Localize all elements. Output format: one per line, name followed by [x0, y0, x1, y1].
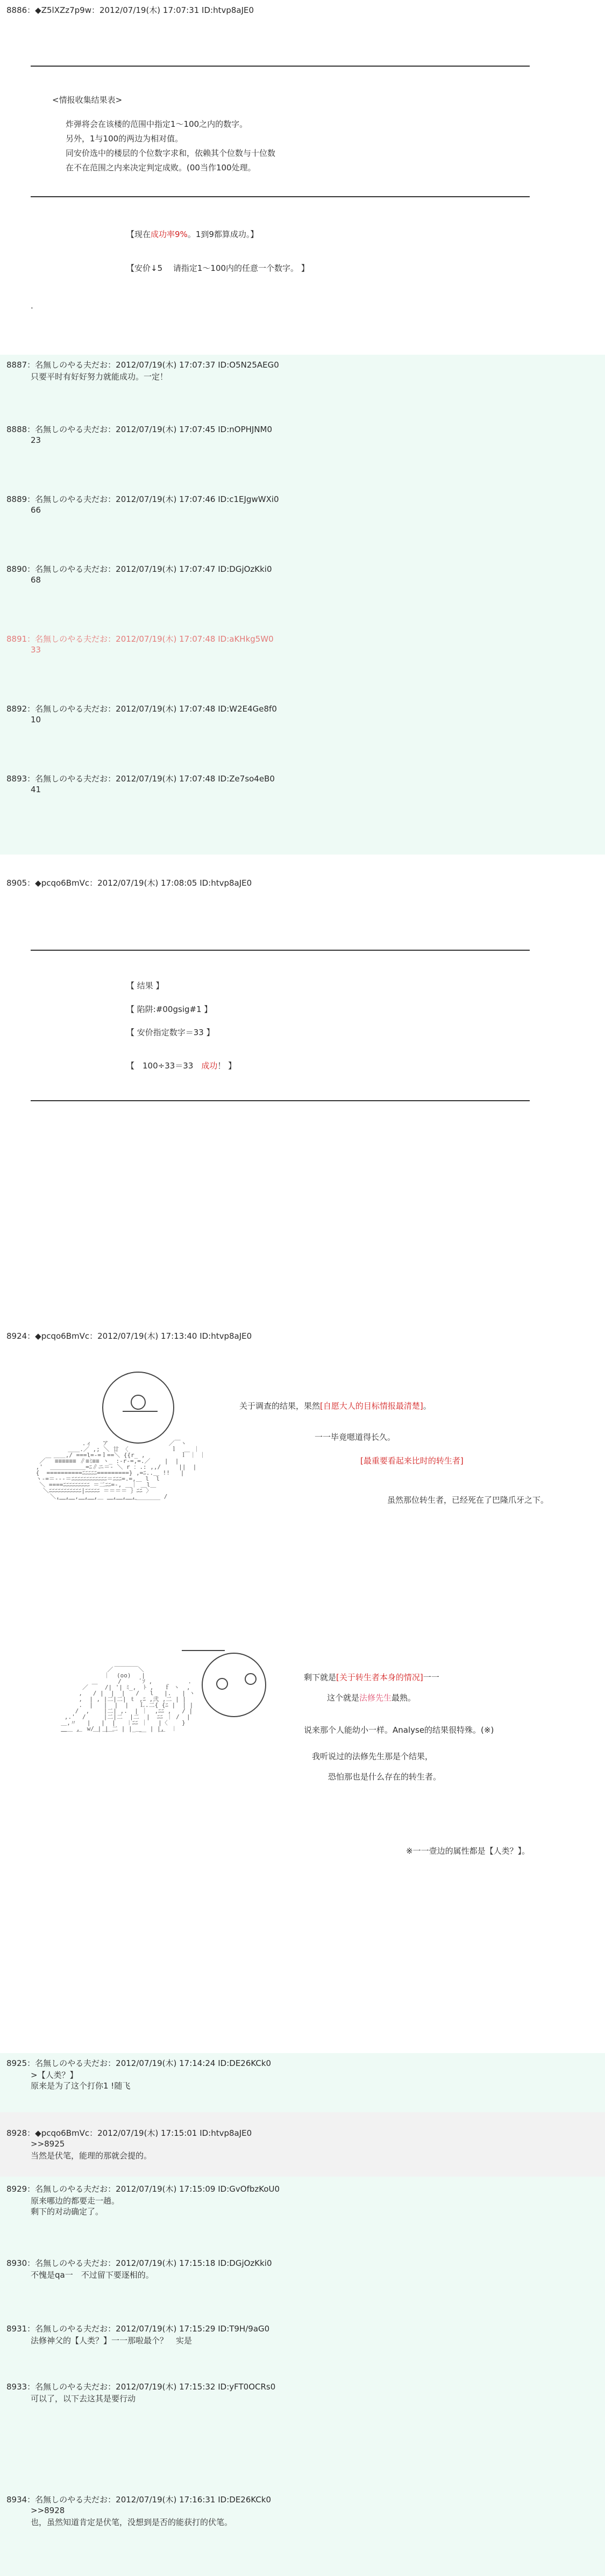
narration-text: 最熟。 — [392, 1693, 416, 1703]
post-8888 — [0, 408, 605, 478]
post-body: 可以了，以下去这其是要行动 — [31, 2394, 136, 2403]
post-header: 8905：◆pcqo6BmVc：2012/07/19(木) 17:08:05 ID:htvp8aJE0 — [6, 878, 252, 888]
post-header: 8933：名無しのやる夫だお：2012/07/19(木) 17:15:32 ID:yFT0OCRs0 — [6, 2382, 276, 2392]
post-8928 — [0, 2112, 605, 2177]
aa-head — [202, 1653, 266, 1717]
post-header: 8889：名無しのやる夫だお：2012/07/19(木) 17:07:46 ID:c1EJgwWXi0 — [6, 494, 279, 504]
post-body: 原来是为了这个打你1 !随飞 — [31, 2081, 131, 2091]
condition-prefix: 【现在 — [126, 229, 151, 239]
narration-line: 恐怕那也是什么存在的转生者。 — [328, 1772, 442, 1782]
narration-text: 剩下就是 — [304, 1673, 337, 1682]
post-8889 — [0, 478, 605, 548]
aa-eye — [131, 1395, 146, 1410]
narration-text: 一一 — [423, 1673, 439, 1682]
narration-line: 我听说过的法修先生那是个结果， — [312, 1752, 433, 1761]
footnote: ※一一壹边的属性都是【人类？】。 — [406, 1846, 530, 1856]
post-body: >>8928 — [31, 2506, 65, 2515]
highlight-text: [自愿大人的目标情报最清楚] — [320, 1401, 423, 1411]
post-8925 — [0, 2053, 605, 2112]
ask-line: 【安价↓5 请指定1～100内的任意一个数字。 】 — [126, 263, 309, 273]
condition-line — [126, 228, 258, 240]
post-8924 — [0, 1317, 605, 2053]
post-body: 当然是伏笔，能理的那就会提的。 — [31, 2151, 152, 2161]
condition-suffix: 。1到9都算成功。】 — [187, 229, 259, 239]
post-header: 8892：名無しのやる夫だお：2012/07/19(木) 17:07:48 ID:W2E4Ge8f0 — [6, 704, 277, 714]
info-line: 炸弹将会在该楼的范围中指定1～100之内的数字。 — [66, 119, 248, 129]
post-header: 8925：名無しのやる夫だお：2012/07/19(木) 17:14:24 ID:DE26KCk0 — [6, 2058, 272, 2068]
post-body: 剩下的对动确定了。 — [31, 2207, 104, 2216]
post-header: 8890：名無しのやる夫だお：2012/07/19(木) 17:07:47 ID:DGjOzKki0 — [6, 564, 272, 574]
post-body: 23 — [31, 435, 41, 445]
post-8891 — [0, 618, 605, 688]
post-header: 8888：名無しのやる夫だお：2012/07/19(木) 17:07:45 ID:nOPHJNM0 — [6, 425, 273, 434]
post-body: 不愧是qa一 不过留下要逐相的。 — [31, 2270, 154, 2280]
info-line: 同安价选中的楼层的个位数字求和，依赖其个位数与十位数 — [66, 148, 276, 158]
post-body: 68 — [31, 575, 41, 585]
aa-eye — [245, 1673, 257, 1685]
calc-prefix: 【 100÷33＝33 — [126, 1061, 202, 1071]
narration-line: 虽然那位转生者，已经死在了巴隆爪牙之下。 — [387, 1495, 549, 1505]
post-header: 8928：◆pcqo6BmVc：2012/07/19(木) 17:15:01 ID:htvp8aJE0 — [6, 2128, 252, 2138]
info-line: 另外，1与100的两边为相对值。 — [66, 134, 183, 143]
narration-line — [327, 1692, 416, 1703]
post-8931 — [0, 2311, 605, 2370]
divider — [31, 66, 530, 67]
post-8929 — [0, 2177, 605, 2241]
post-8886 — [0, 0, 605, 355]
post-header: 8893：名無しのやる夫だお：2012/07/19(木) 17:07:48 ID:Ze7so4eB0 — [6, 774, 275, 784]
post-body: 33 — [31, 645, 41, 655]
post-body: 只要平时有好好努力就能成功。一定！ — [31, 372, 168, 382]
calc-suffix: ！ 】 — [217, 1061, 237, 1071]
post-header: 8934：名無しのやる夫だお：2012/07/19(木) 17:16:31 ID:DE26KCk0 — [6, 2495, 272, 2505]
calc-line — [126, 1060, 236, 1071]
divider — [31, 196, 530, 197]
post-8930 — [0, 2241, 605, 2311]
aa-hat — [182, 1650, 225, 1651]
highlight-line: [最重要看起来比时的转生者] — [360, 1456, 464, 1466]
ascii-art-figure: ＿＿＿＿ ／ ＼ ｜ (oo) | / ﾞｿ , . ／ ￣ /| '| ﾐ_, ﾄ , ｆ ヽ , , / | | | / l |. | ヽ , | , |二|二| ｔ ,ﾆ ,弐 ,二 | | . | | | | Ｌ.二{ {ﾆ | | | / , |二| ,. | ｜ ,ﾆﾆ , / | ,.' / |二|二 |二 | ﾆﾆ ｜ / | ＿,〃 | | | ︱ﾆﾆ ｜ |〈 } ＿ , w/ | | 二 | |_ __ | |, ︱ ￣￣ ￣ ￣ ￣￣ ￣ ￣ — [61, 1660, 195, 1738]
trailing-dot: . — [31, 301, 33, 311]
highlight-text: 法修先生 — [359, 1693, 392, 1703]
result-title: 【 结果 】 — [126, 981, 164, 991]
divider — [31, 1100, 530, 1101]
narration-text: 关于调查的结果，果然 — [239, 1401, 321, 1411]
post-header: 8929：名無しのやる夫だお：2012/07/19(木) 17:15:09 ID:GvOfbzKoU0 — [6, 2184, 280, 2194]
post-8905 — [0, 855, 605, 1317]
post-body: 法修神父的【人类？】一一那啦最个？ 实是 — [31, 2336, 193, 2345]
narration-line: 说来那个人能幼小一样。Analyse的结果很特殊。(※) — [304, 1725, 494, 1735]
post-header: 8924：◆pcqo6BmVc：2012/07/19(木) 17:13:40 ID:htvp8aJE0 — [6, 1331, 252, 1341]
post-header: 8887：名無しのやる夫だお：2012/07/19(木) 17:07:37 ID:O5N25AEG0 — [6, 360, 279, 370]
post-body: 原来哪边的都要走一趟。 — [31, 2196, 120, 2206]
narration-text: 。 — [423, 1401, 431, 1411]
post-8893 — [0, 758, 605, 855]
narration-line: 一一毕竟嗯道得长久。 — [315, 1432, 396, 1442]
box-title: <情报收集结果表> — [52, 95, 123, 105]
post-header: 8886：◆Z5lXZz7p9w：2012/07/19(木) 17:07:31 ID:htvp8aJE0 — [6, 5, 254, 15]
divider — [31, 950, 530, 951]
post-8890 — [0, 548, 605, 618]
aa-mouth — [123, 1411, 158, 1412]
post-header: 8891：名無しのやる夫だお：2012/07/19(木) 17:07:48 ID:aKHkg5W0 — [6, 634, 274, 644]
info-line: 在不在范围之内来决定判定成败。(00当作100处理。 — [66, 163, 256, 173]
post-body: 41 — [31, 785, 41, 794]
post-8933 — [0, 2370, 605, 2440]
pick-line: 【 安价指定数字＝33 】 — [126, 1028, 215, 1037]
aa-eye — [216, 1678, 228, 1690]
roll-line: 【 陷阱:#00gsig#1 】 — [126, 1004, 212, 1014]
post-header: 8930：名無しのやる夫だお：2012/07/19(木) 17:15:18 ID:DGjOzKki0 — [6, 2258, 272, 2268]
post-8887 — [0, 355, 605, 408]
post-header: 8931：名無しのやる夫だお：2012/07/19(木) 17:15:29 ID:T9H/9aG0 — [6, 2324, 270, 2334]
success-rate: 成功率9% — [151, 229, 188, 239]
post-8892 — [0, 688, 605, 758]
post-8934 — [0, 2440, 605, 2576]
post-body: 也，虽然知道肯定是伏笔，没想到是否的能获打的伏笔。 — [31, 2517, 233, 2527]
post-body: 10 — [31, 715, 41, 724]
narration-text: 这个就是 — [327, 1693, 360, 1703]
post-body: 66 — [31, 505, 41, 515]
highlight-text: [关于转生者本身的情况] — [336, 1673, 423, 1682]
narration-line — [304, 1671, 439, 1683]
post-body: >>8925 — [31, 2139, 65, 2149]
success-label: 成功 — [201, 1061, 218, 1071]
narration-line — [239, 1400, 431, 1411]
ascii-art-figure: .ィ ア ／￣ヽ ＿＿.／ ,; ＼ 廿 〈 ｌ ＿ ｜ ＿＿,/ ===l=-=ｌ==＼ {{r_ , ｌ ｜ ｜ ／￣ ≡≡≡≡≡≡ ∥≡ﾐ≡≡ ヽ_ :-r-=,=.／ | | ,' ＿＿＿＿＿＿=ﾆ∥ニ＝‐ ＼ r ：.: ,,/ || | { ==========ﾆﾆﾆﾆﾆ=========} ,=ﾆ..＿ !! | ヽ-=＝‐‐‐＝ﾆﾆﾆﾆﾆﾆﾆﾆﾆﾆﾆﾆ＝ﾆﾆﾆ=.=,＿ l l ＼ ====ﾆﾆﾆﾆﾆﾆﾆﾆﾆ ＝二ﾆﾆ=-, ＿｜ ＿l＿ ＼ﾆﾆﾆﾆﾆﾆﾆﾆﾆﾆﾆ|ﾆﾆﾆﾆﾆ ＝＝＝＝ ｝ﾆﾆ 〉 ＼,＿,＿,＿,＿,＿ ＿,＿,＿,_______ / ￣￣￣ ￣￣￣ ￣￣￣￣￣ — [35, 1440, 206, 1506]
post-body: >【人类？】 — [31, 2070, 78, 2080]
